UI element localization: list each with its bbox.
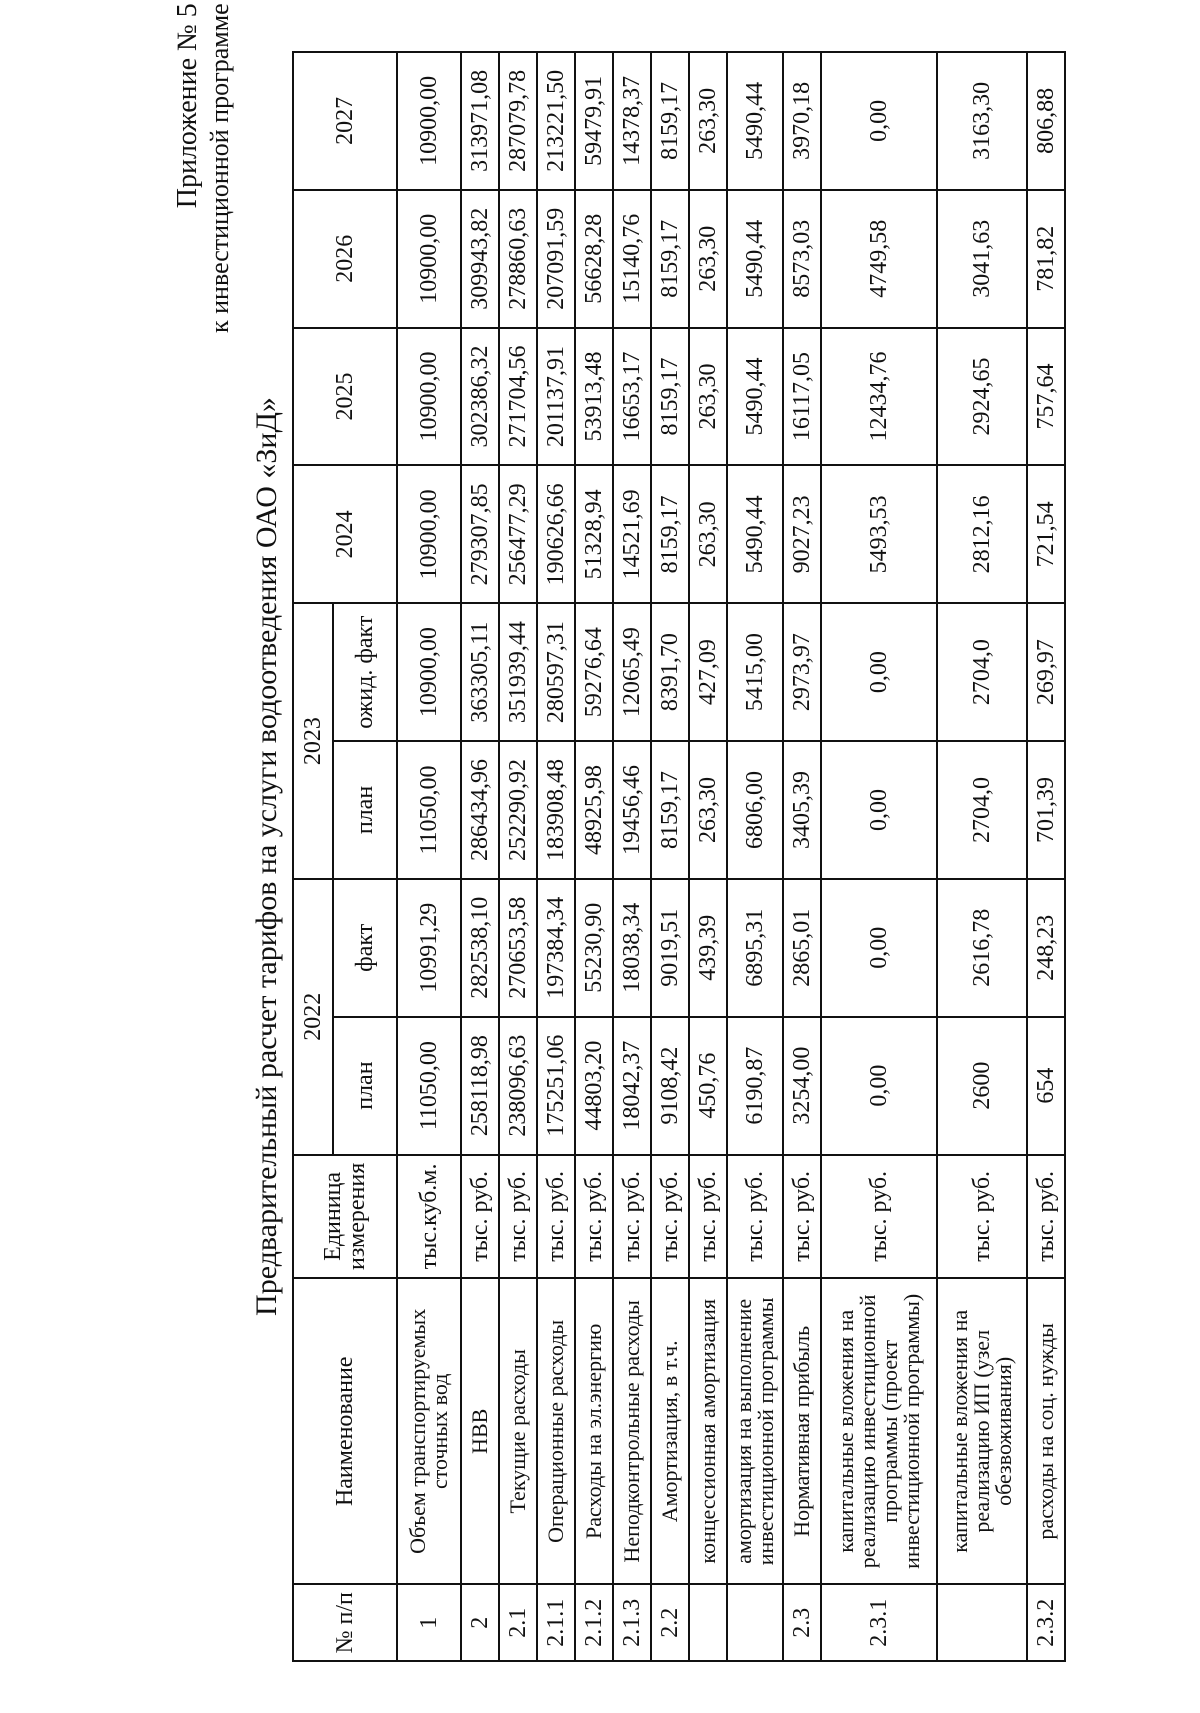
cell-2022-plan: 6190,87 [727, 1017, 783, 1155]
cell-2022-plan: 0,00 [821, 1017, 937, 1155]
cell-2027: 263,30 [689, 52, 727, 190]
cell-name: Амортизация, в т.ч. [651, 1278, 689, 1584]
cell-name: Операционные расходы [537, 1278, 575, 1584]
cell-num: 1 [397, 1584, 461, 1661]
cell-2024: 2812,16 [937, 465, 1027, 603]
cell-2022-plan: 175251,06 [537, 1017, 575, 1155]
header-2022-fact: факт [333, 879, 397, 1017]
cell-2027: 10900,00 [397, 52, 461, 190]
cell-2025: 10900,00 [397, 328, 461, 466]
cell-2024: 190626,66 [537, 465, 575, 603]
header-unit: Единица измерения [293, 1155, 397, 1279]
cell-2026: 309943,82 [461, 190, 499, 328]
cell-2024: 279307,85 [461, 465, 499, 603]
cell-num: 2.2 [651, 1584, 689, 1661]
cell-2027: 213221,50 [537, 52, 575, 190]
cell-2022-fact: 282538,10 [461, 879, 499, 1017]
cell-name: НВВ [461, 1278, 499, 1584]
header-year-2027: 2027 [293, 52, 397, 190]
cell-2027: 0,00 [821, 52, 937, 190]
header-name: Наименование [293, 1278, 397, 1584]
table-row [397, 52, 461, 1661]
cell-2027: 3970,18 [783, 52, 821, 190]
header-year-2024: 2024 [293, 465, 397, 603]
cell-num: 2.3 [783, 1584, 821, 1661]
cell-2026: 263,30 [689, 190, 727, 328]
cell-name: Нормативная прибыль [783, 1278, 821, 1584]
cell-2026: 8159,17 [651, 190, 689, 328]
cell-unit: тыс. руб. [1027, 1155, 1065, 1279]
cell-2023-expected-fact: 10900,00 [397, 603, 461, 741]
cell-2025: 8159,17 [651, 328, 689, 466]
cell-2022-fact: 6895,31 [727, 879, 783, 1017]
cell-2023-expected-fact: 0,00 [821, 603, 937, 741]
cell-num [727, 1584, 783, 1661]
cell-num: 2.1.1 [537, 1584, 575, 1661]
cell-2025: 2924,65 [937, 328, 1027, 466]
cell-2023-plan: 6806,00 [727, 741, 783, 879]
cell-2022-fact: 10991,29 [397, 879, 461, 1017]
cell-2026: 15140,76 [613, 190, 651, 328]
table-row [727, 52, 783, 1661]
cell-2027: 287079,78 [499, 52, 537, 190]
appendix-header [172, 3, 236, 333]
cell-name: Неподконтрольные расходы [613, 1278, 651, 1584]
header-2023-plan: план [333, 741, 397, 879]
cell-2022-plan: 18042,37 [613, 1017, 651, 1155]
header-year-2023: 2023 [293, 603, 333, 879]
cell-unit: тыс. руб. [499, 1155, 537, 1279]
cell-2022-fact: 9019,51 [651, 879, 689, 1017]
cell-2023-expected-fact: 2973,97 [783, 603, 821, 741]
cell-unit: тыс. руб. [689, 1155, 727, 1279]
cell-2022-fact: 248,23 [1027, 879, 1065, 1017]
cell-2022-plan: 44803,20 [575, 1017, 613, 1155]
cell-2022-plan: 2600 [937, 1017, 1027, 1155]
cell-2026: 5490,44 [727, 190, 783, 328]
table-row [937, 52, 1027, 1661]
table-row [651, 52, 689, 1661]
cell-unit: тыс. руб. [937, 1155, 1027, 1279]
cell-2026: 781,82 [1027, 190, 1065, 328]
cell-2026: 8573,03 [783, 190, 821, 328]
cell-2024: 14521,69 [613, 465, 651, 603]
tariff-table [292, 51, 1066, 1662]
appendix-subtitle: к инвестиционной программе [205, 3, 234, 333]
cell-2022-plan: 258118,98 [461, 1017, 499, 1155]
header-year-2026: 2026 [293, 190, 397, 328]
cell-2026: 10900,00 [397, 190, 461, 328]
cell-2024: 10900,00 [397, 465, 461, 603]
cell-unit: тыс. руб. [537, 1155, 575, 1279]
cell-name: расходы на соц. нужды [1027, 1278, 1065, 1584]
cell-2022-fact: 197384,34 [537, 879, 575, 1017]
cell-2024: 721,54 [1027, 465, 1065, 603]
cell-unit: тыс. руб. [575, 1155, 613, 1279]
cell-2027: 313971,08 [461, 52, 499, 190]
cell-unit: тыс. руб. [613, 1155, 651, 1279]
cell-2024: 256477,29 [499, 465, 537, 603]
cell-2022-plan: 450,76 [689, 1017, 727, 1155]
cell-2023-plan: 8159,17 [651, 741, 689, 879]
cell-2025: 16117,05 [783, 328, 821, 466]
cell-2025: 263,30 [689, 328, 727, 466]
cell-2023-expected-fact: 280597,31 [537, 603, 575, 741]
cell-2025: 5490,44 [727, 328, 783, 466]
cell-2022-plan: 11050,00 [397, 1017, 461, 1155]
cell-2022-plan: 3254,00 [783, 1017, 821, 1155]
cell-2023-expected-fact: 8391,70 [651, 603, 689, 741]
cell-2023-expected-fact: 59276,64 [575, 603, 613, 741]
cell-2023-expected-fact: 5415,00 [727, 603, 783, 741]
cell-2023-plan: 0,00 [821, 741, 937, 879]
cell-2024: 8159,17 [651, 465, 689, 603]
table-row [613, 52, 651, 1661]
cell-2025: 302386,32 [461, 328, 499, 466]
document-title: Предварительный расчет тарифов на услуги водоотведения ОАО «ЗиД» [250, 397, 283, 1316]
cell-unit: тыс. руб. [651, 1155, 689, 1279]
cell-2023-expected-fact: 12065,49 [613, 603, 651, 741]
cell-name: Текущие расходы [499, 1278, 537, 1584]
header-2022-plan: план [333, 1017, 397, 1155]
cell-unit: тыс. руб. [821, 1155, 937, 1279]
cell-2023-plan: 263,30 [689, 741, 727, 879]
cell-name: амортизация на выполнение инвестиционной программы [727, 1278, 783, 1584]
appendix-title: Приложение № 5 [172, 3, 203, 209]
cell-2023-plan: 286434,96 [461, 741, 499, 879]
cell-2027: 14378,37 [613, 52, 651, 190]
cell-2026: 278860,63 [499, 190, 537, 328]
cell-name: капитальные вложения на реализацию ИП (узел обезвоживания) [937, 1278, 1027, 1584]
cell-2023-plan: 11050,00 [397, 741, 461, 879]
cell-num [689, 1584, 727, 1661]
header-2023-expected-fact: ожид. факт [333, 603, 397, 741]
cell-2023-plan: 48925,98 [575, 741, 613, 879]
cell-2024: 51328,94 [575, 465, 613, 603]
header-year-2022: 2022 [293, 879, 333, 1155]
cell-2023-expected-fact: 427,09 [689, 603, 727, 741]
cell-unit: тыс.куб.м. [397, 1155, 461, 1279]
cell-2022-fact: 55230,90 [575, 879, 613, 1017]
table-row [689, 52, 727, 1661]
table-row [461, 52, 499, 1661]
cell-2023-plan: 252290,92 [499, 741, 537, 879]
cell-name: Расходы на эл.энергию [575, 1278, 613, 1584]
cell-2023-plan: 183908,48 [537, 741, 575, 879]
cell-2025: 16653,17 [613, 328, 651, 466]
cell-2026: 3041,63 [937, 190, 1027, 328]
header-num: № п/п [293, 1584, 397, 1661]
cell-name: Объем транспортируемых сточных вод [397, 1278, 461, 1584]
cell-2022-fact: 18038,34 [613, 879, 651, 1017]
cell-2024: 5493,53 [821, 465, 937, 603]
cell-2022-fact: 2616,78 [937, 879, 1027, 1017]
cell-unit: тыс. руб. [461, 1155, 499, 1279]
cell-num: 2.1.2 [575, 1584, 613, 1661]
table-row [575, 52, 613, 1661]
cell-2027: 806,88 [1027, 52, 1065, 190]
cell-num: 2.3.2 [1027, 1584, 1065, 1661]
table-row [537, 52, 575, 1661]
cell-num: 2.1 [499, 1584, 537, 1661]
cell-2025: 201137,91 [537, 328, 575, 466]
cell-2026: 4749,58 [821, 190, 937, 328]
cell-2024: 263,30 [689, 465, 727, 603]
cell-2022-fact: 2865,01 [783, 879, 821, 1017]
cell-2022-fact: 439,39 [689, 879, 727, 1017]
cell-2026: 207091,59 [537, 190, 575, 328]
table-row [499, 52, 537, 1661]
cell-2024: 5490,44 [727, 465, 783, 603]
cell-2022-plan: 654 [1027, 1017, 1065, 1155]
cell-2025: 757,64 [1027, 328, 1065, 466]
cell-2023-expected-fact: 2704,0 [937, 603, 1027, 741]
header-year-2025: 2025 [293, 328, 397, 466]
cell-2027: 3163,30 [937, 52, 1027, 190]
cell-2026: 56628,28 [575, 190, 613, 328]
cell-2023-plan: 2704,0 [937, 741, 1027, 879]
table-row [1027, 52, 1065, 1661]
cell-name: концессионная амортизация [689, 1278, 727, 1584]
cell-2023-plan: 19456,46 [613, 741, 651, 879]
cell-2023-expected-fact: 269,97 [1027, 603, 1065, 741]
table-row [821, 52, 937, 1661]
cell-2022-plan: 238096,63 [499, 1017, 537, 1155]
cell-2022-plan: 9108,42 [651, 1017, 689, 1155]
cell-2025: 12434,76 [821, 328, 937, 466]
cell-2023-plan: 701,39 [1027, 741, 1065, 879]
cell-2027: 59479,91 [575, 52, 613, 190]
cell-2025: 53913,48 [575, 328, 613, 466]
table-row [783, 52, 821, 1661]
cell-num: 2.1.3 [613, 1584, 651, 1661]
cell-2027: 5490,44 [727, 52, 783, 190]
cell-unit: тыс. руб. [727, 1155, 783, 1279]
cell-2023-expected-fact: 351939,44 [499, 603, 537, 741]
cell-2025: 271704,56 [499, 328, 537, 466]
cell-num: 2.3.1 [821, 1584, 937, 1661]
cell-num [937, 1584, 1027, 1661]
cell-2022-fact: 0,00 [821, 879, 937, 1017]
cell-2023-plan: 3405,39 [783, 741, 821, 879]
cell-2024: 9027,23 [783, 465, 821, 603]
cell-unit: тыс. руб. [783, 1155, 821, 1279]
cell-2022-fact: 270653,58 [499, 879, 537, 1017]
cell-2023-expected-fact: 363305,11 [461, 603, 499, 741]
cell-num: 2 [461, 1584, 499, 1661]
cell-name: капитальные вложения на реализацию инвестиционной программы (проект инвестиционной программы) [821, 1278, 937, 1584]
cell-2027: 8159,17 [651, 52, 689, 190]
